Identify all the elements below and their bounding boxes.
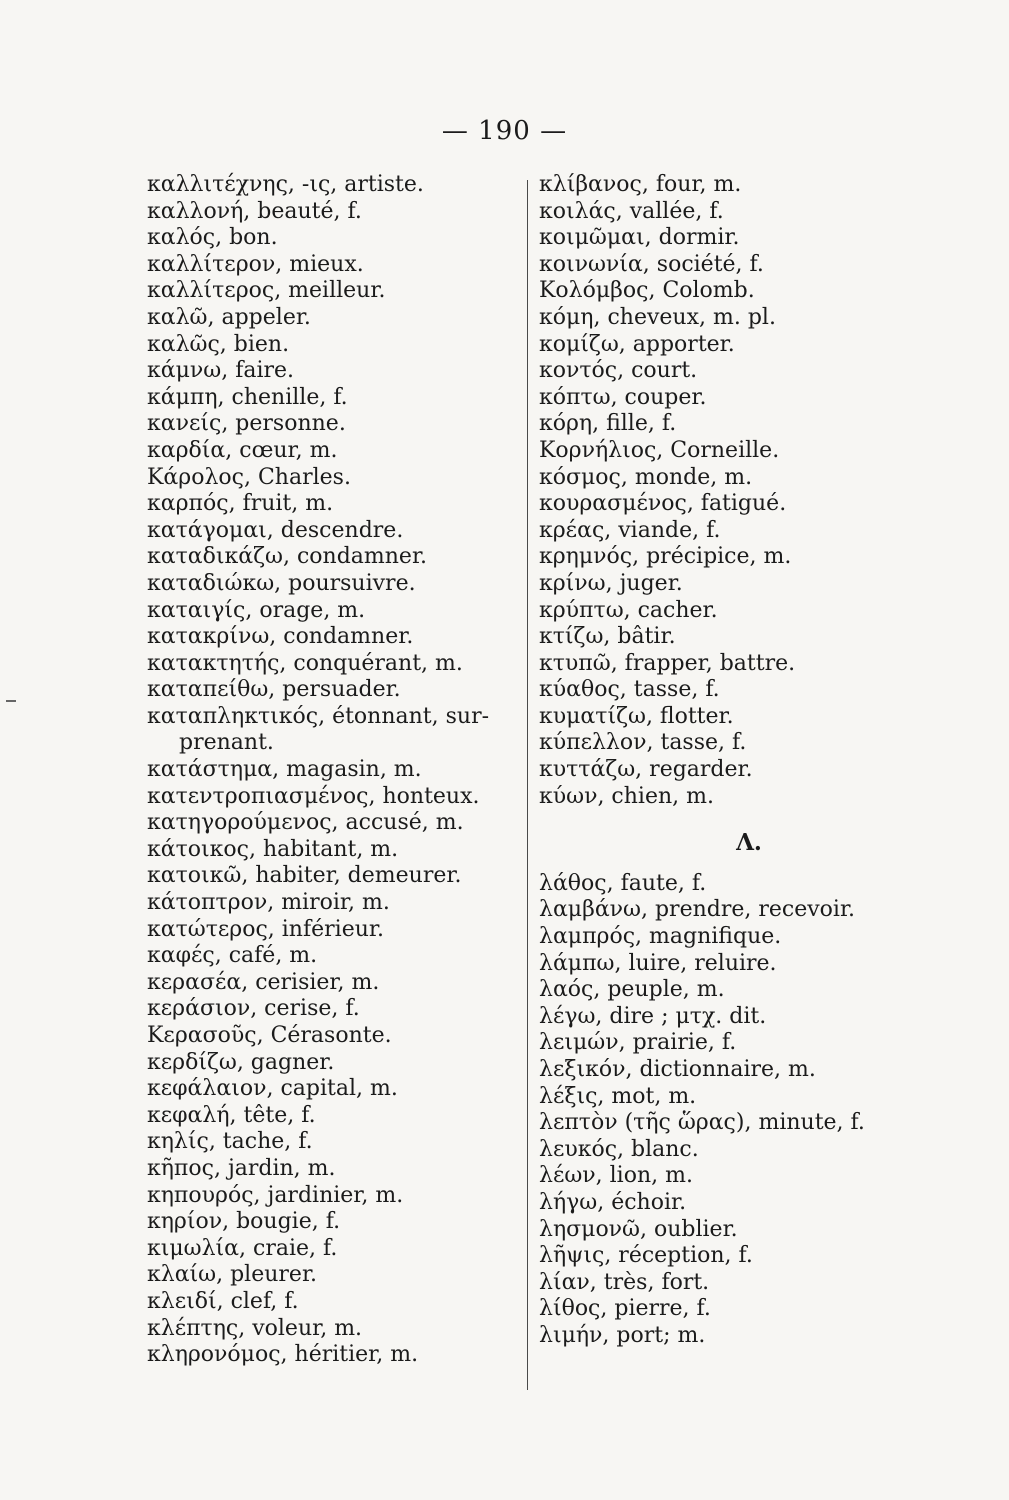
dictionary-entry: κατάστημα, magasin, m. [147,757,422,783]
dictionary-entry: κηλίς, tache, f. [147,1129,313,1155]
dictionary-entry: καταπληκτικός, étonnant, sur- [147,703,490,729]
dictionary-entry: κατάγομαι, descendre. [147,517,404,543]
dictionary-entry: κοντός, court. [539,358,698,384]
dictionary-entry: κυματίζω, flotter. [539,703,734,729]
dictionary-entry: καταπείθω, persuader. [147,677,401,703]
dictionary-entry: κλαίω, pleurer. [147,1262,318,1288]
dictionary-entry: κάτοπτρον, miroir, m. [147,890,390,916]
dictionary-entry: κρέας, viande, f. [539,517,721,543]
dictionary-entry: κατώτερος, inférieur. [147,916,384,942]
dictionary-entry: κατηγορούμενος, accusé, m. [147,810,464,836]
dictionary-entry: Κερασοῦς, Cérasonte. [147,1023,392,1048]
dictionary-entry: κόμη, cheveux, m. pl. [539,304,776,330]
dictionary-entry: λιμήν, port; m. [539,1322,706,1348]
dictionary-entry: κάμνω, faire. [147,358,295,384]
dictionary-entry: Κάρολος, Charles. [147,464,351,490]
dictionary-entry: κανείς, personne. [147,411,346,437]
dictionary-entry: κατακρίνω, condamner. [147,624,414,650]
dictionary-entry: κατακτητής, conquérant, m. [147,650,463,676]
dictionary-entry: κλειδί, clef, f. [147,1288,299,1314]
left-column [147,172,517,1369]
dictionary-entry: καλλίτερος, meilleur. [147,278,386,304]
dictionary-entry: λέξις, mot, m. [539,1083,697,1109]
dictionary-entry: λάμπω, luire, reluire. [539,950,777,976]
dictionary-entry: κρίνω, juger. [539,570,683,596]
dictionary-entry: καλλονή, beauté, f. [147,198,362,224]
dictionary-entry: λεπτὸν (τῆς ὥρας), minute, f. [539,1110,865,1136]
dictionary-entry: καλλίτερον, mieux. [147,251,364,277]
dictionary-entry: κιμωλία, craie, f. [147,1235,338,1261]
dictionary-entry: κλίβανος, four, m. [539,172,742,197]
dictionary-entry: κερδίζω, gagner. [147,1049,335,1075]
dictionary-entry: λευκός, blanc. [539,1136,699,1162]
margin-mark [6,700,16,702]
dictionary-entry: καφές, café, m. [147,943,318,969]
dictionary-entry: κτίζω, bâtir. [539,624,676,650]
dictionary-entry: λέων, lion, m. [539,1163,693,1189]
dictionary-entry: κλέπτης, voleur, m. [147,1315,363,1341]
page-number: — 190 — [441,116,568,146]
dictionary-entry: κομίζω, apporter. [539,331,735,357]
dictionary-entry: καταιγίς, orage, m. [147,597,366,623]
dictionary-entry: λειμών, prairie, f. [539,1030,737,1056]
dictionary-entry: καλῶ, appeler. [147,304,311,330]
dictionary-entry: κύαθος, tasse, f. [539,677,720,703]
dictionary-entry: κύπελλον, tasse, f. [539,730,747,756]
dictionary-entry: κηπουρός, jardinier, m. [147,1182,404,1208]
dictionary-entry: κῆπος, jardin, m. [147,1155,336,1181]
dictionary-entry: κόσμος, monde, m. [539,464,753,490]
dictionary-entry: λίαν, très, fort. [539,1269,710,1295]
dictionary-entry: κεράσιον, cerise, f. [147,996,360,1022]
section-heading: Λ. [736,829,762,857]
dictionary-entry: καρπός, fruit, m. [147,491,334,517]
dictionary-entry: Κολόμβος, Colomb. [539,278,755,304]
dictionary-entry: λαμβάνω, prendre, recevoir. [539,897,856,923]
dictionary-entry: κόπτω, couper. [539,384,707,410]
dictionary-entry: καλλιτέχνης, -ις, artiste. [147,172,424,197]
dictionary-entry: κεφαλή, tête, f. [147,1102,316,1128]
dictionary-entry: κτυπῶ, frapper, battre. [539,650,796,676]
dictionary-entry: λαός, peuple, m. [539,977,725,1003]
dictionary-entry: κερασέα, cerisier, m. [147,969,380,995]
dictionary-entry: λέγω, dire ; μτχ. dit. [539,1003,767,1029]
dictionary-entry: λάθος, faute, f. [539,870,707,896]
dictionary-entry: λησμονῶ, oublier. [539,1216,738,1242]
dictionary-entry: κοινωνία, société, f. [539,251,764,277]
dictionary-entry: Κορνήλιος, Corneille. [539,437,780,463]
dictionary-entry: καταδιώκω, poursuivre. [147,570,416,596]
dictionary-entry: κουρασμένος, fatigué. [539,491,787,517]
dictionary-entry: κρημνός, précipice, m. [539,544,792,570]
dictionary-entry: κατοικῶ, habiter, demeurer. [147,863,462,889]
dictionary-entry: καλός, bon. [147,225,278,251]
dictionary-entry: καλῶς, bien. [147,331,290,357]
column-divider [527,180,528,1390]
dictionary-entry: κεφάλαιον, capital, m. [147,1076,398,1102]
dictionary-entry: prenant. [179,730,274,756]
dictionary-entry: κάτοικος, habitant, m. [147,836,399,862]
dictionary-entry: κόρη, fille, f. [539,411,677,437]
dictionary-entry: λίθος, pierre, f. [539,1296,711,1322]
dictionary-entry: κοιλάς, vallée, f. [539,198,724,224]
dictionary-entry: καταδικάζω, condamner. [147,544,428,570]
dictionary-entry: κληρονόμος, héritier, m. [147,1342,419,1368]
dictionary-entry: κοιμῶμαι, dormir. [539,225,740,251]
right-column [539,172,979,1350]
dictionary-entry: λήγω, échoir. [539,1189,687,1215]
dictionary-entry: λῆψις, réception, f. [539,1243,753,1269]
dictionary-entry: κυττάζω, regarder. [539,757,753,783]
dictionary-entry: καρδία, cœur, m. [147,437,338,463]
dictionary-entry: κατεντροπιασμένος, honteux. [147,783,480,809]
dictionary-entry: λεξικόν, dictionnaire, m. [539,1057,816,1082]
dictionary-entry: κύων, chien, m. [539,783,714,809]
dictionary-entry: κάμπη, chenille, f. [147,384,348,410]
dictionary-entry: κρύπτω, cacher. [539,597,718,623]
dictionary-entry: κηρίον, bougie, f. [147,1209,341,1235]
dictionary-entry: λαμπρός, magnifique. [539,924,782,950]
